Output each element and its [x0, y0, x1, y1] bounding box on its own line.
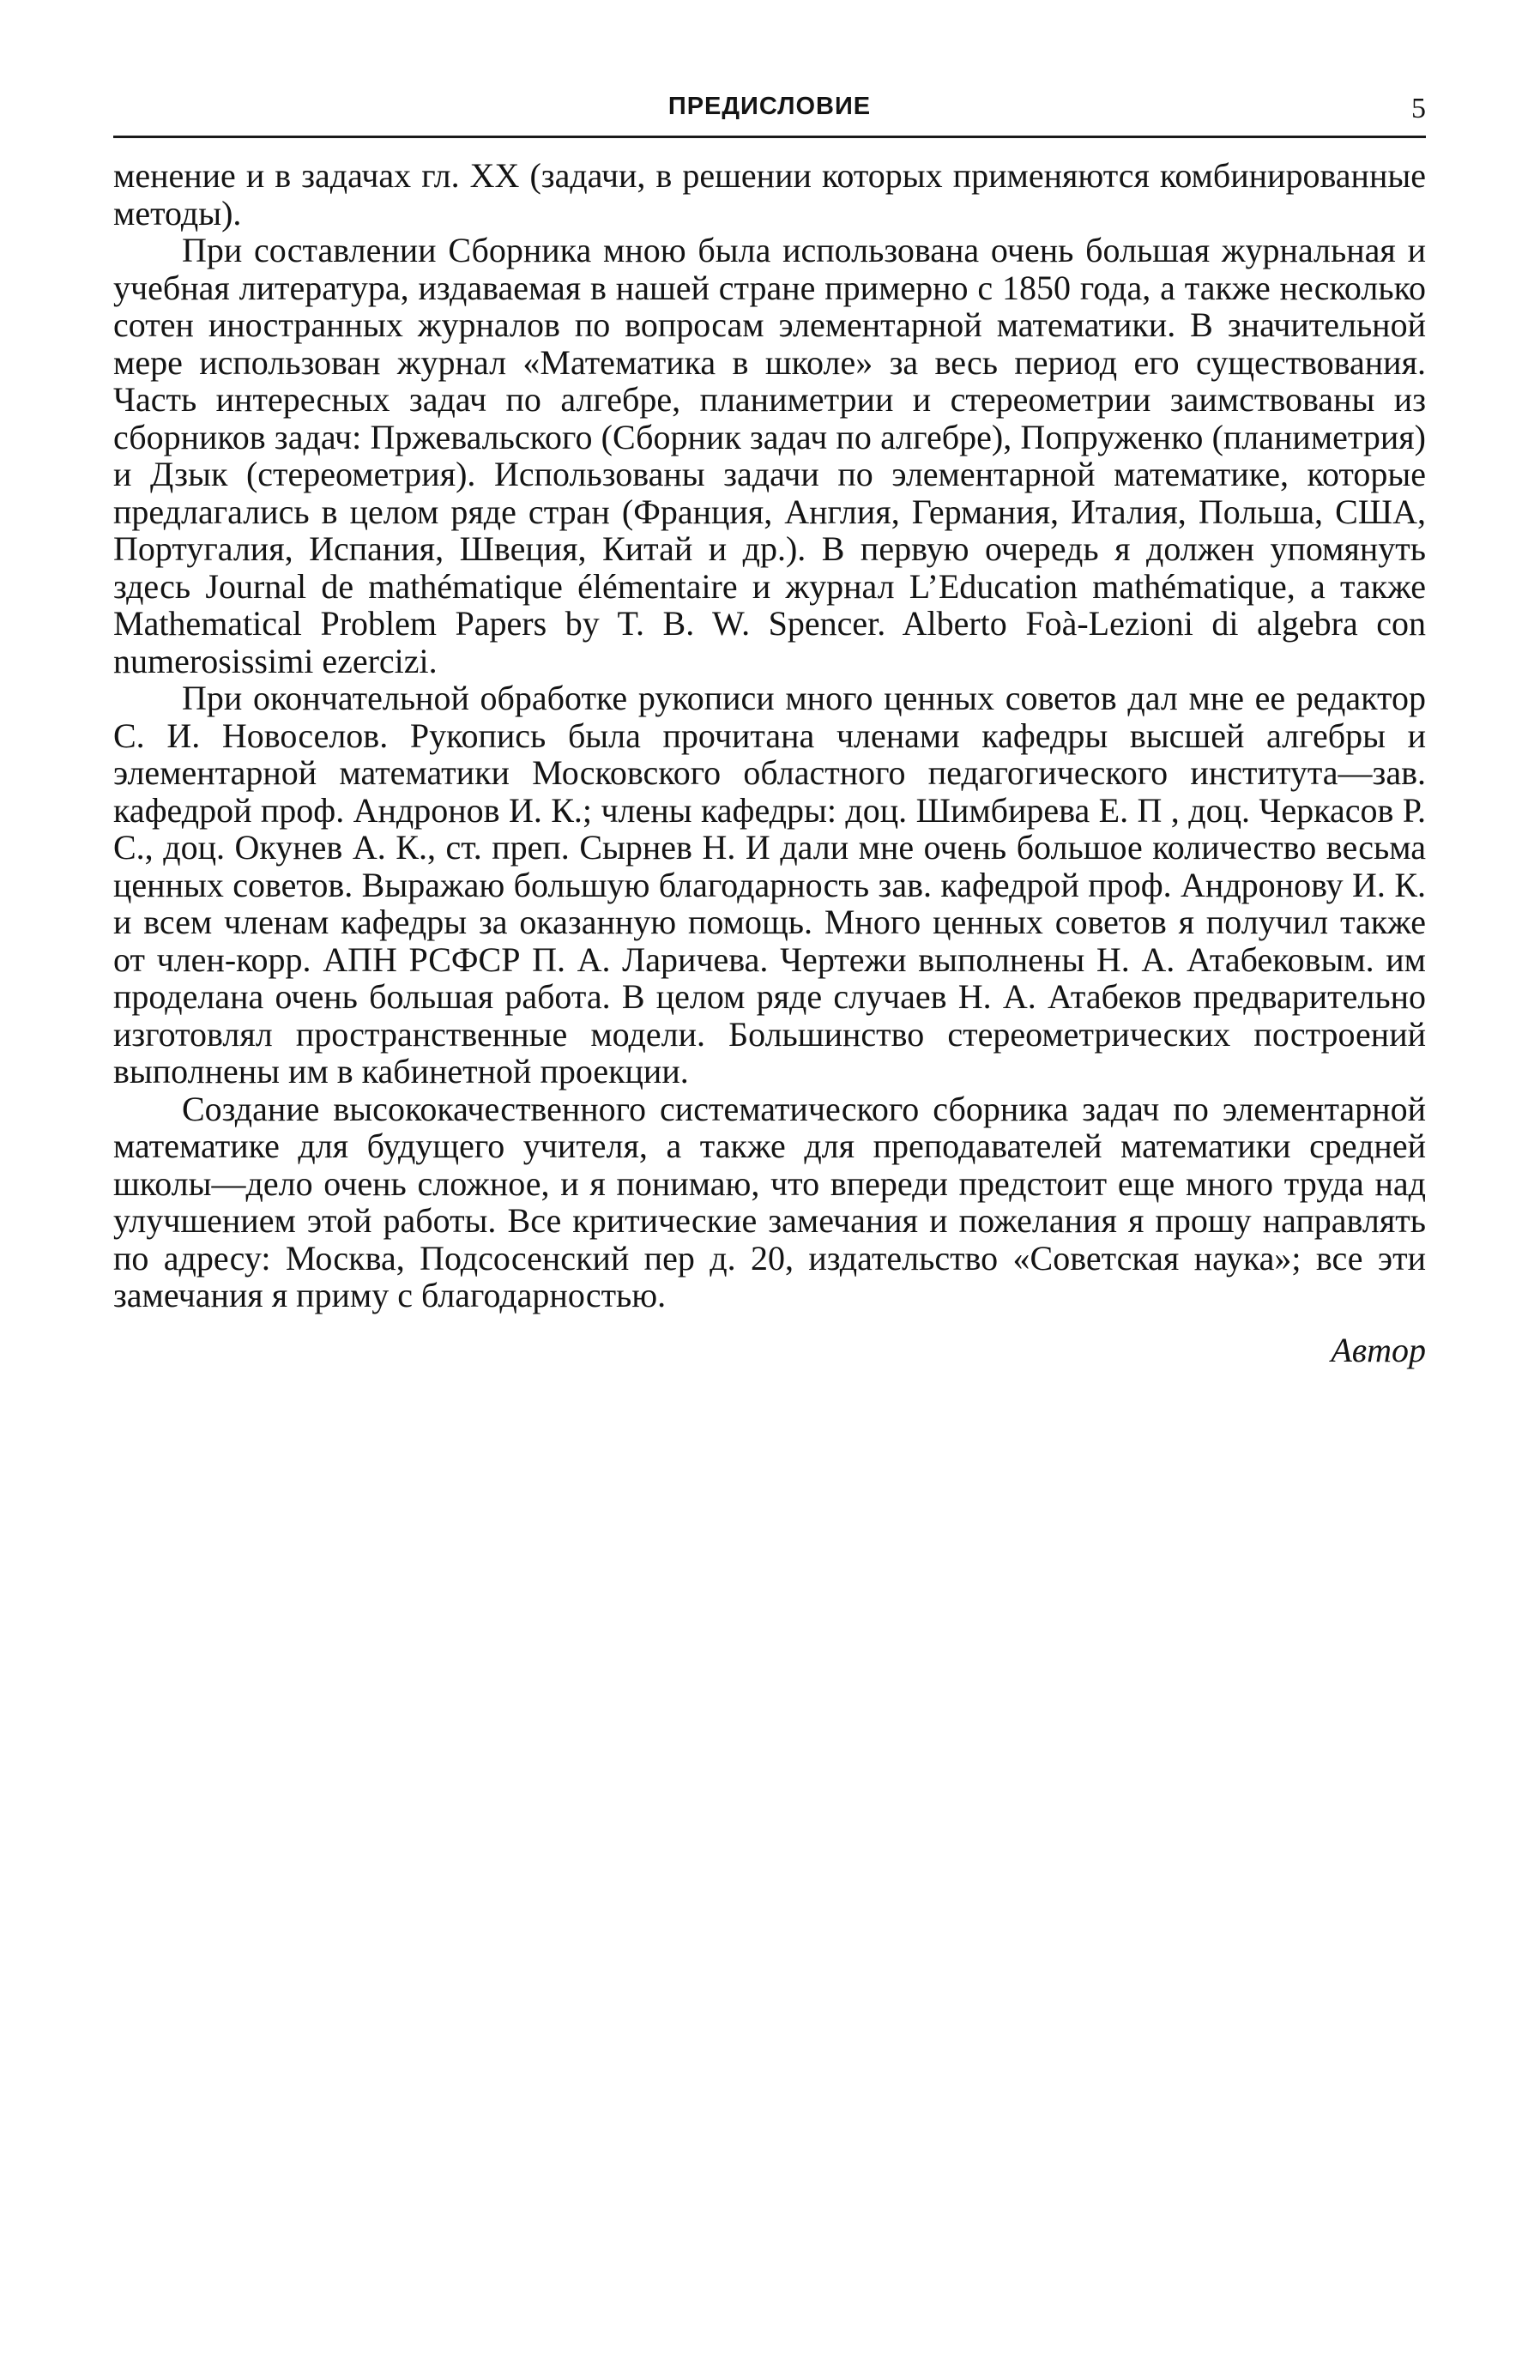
book-page — [113, 86, 1426, 1370]
running-header — [113, 86, 1426, 138]
paragraph-sources: При составлении Сборника мною была использована очень большая журнальная и учебная литература, издаваемая в нашей стране примерно с 1850 года, а также несколько сотен иностранных журналов по вопросам элементарной математики. В значительной мере использован журнал «Математика в школе» за весь период его существования. Часть интересных задач по алгебре, планиметрии и стереометрии заимствованы из сборников задач: Пржевальского (Сборник задач по алгебре), Попруженко (планиметрия) и Дзык (стереометрия). Использованы задачи по элементарной математике, которые предлагались в целом ряде стран (Франция, Англия, Германия, Италия, Польша, США, Португалия, Испания, Швеция, Китай и др.). В первую очередь я должен упомянуть здесь Journal de mathématique élémentaire и журнал L’Education mathématique, а также Mathematical Problem Papers by T. B. W. Spencer. Alberto Foà-Lezioni di algebra con numerosissimi ezercizi. — [113, 231, 1426, 680]
paragraph-feedback-request: Создание высококачественного систематического сборника задач по элементарной математике для будущего учителя, а также для преподавателей математики средней школы—дело очень сложное, и я понимаю, что впереди предстоит еще много труда над улучшением этой работы. Все критические замечания и пожелания я прошу направлять по адресу: Москва, Подсосенский пер д. 20, издательство «Советская наука»; все эти замечания я приму с благодарностью. — [113, 1089, 1426, 1314]
paragraph-continuation: менение и в задачах гл. XX (задачи, в решении которых применяются комбинированные методы). — [113, 156, 1426, 233]
chapter-title: ПРЕДИСЛОВИЕ — [667, 93, 872, 120]
author-signature: Автор — [1331, 1330, 1426, 1369]
page-number: 5 — [1411, 93, 1426, 124]
body-text — [113, 157, 1426, 1314]
paragraph-acknowledgements: При окончательной обработке рукописи много ценных советов дал мне ее редактор С. И. Новоселов. Рукопись была прочитана членами кафедры высшей алгебры и элементарной математики Московского областного педагогического института—зав. кафедрой проф. Андронов И. К.; члены кафедры: доц. Шимбирева Е. П , доц. Черкасов Р. С., доц. Окунев А. К., ст. преп. Сырнев Н. И дали мне очень большое количество весьма ценных советов. Выражаю большую благодарность зав. кафедрой проф. Андронову И. К. и всем членам кафедры за оказанную помощь. Много ценных советов я получил также от член-корр. АПН РСФСР П. А. Ларичева. Чертежи выполнены Н. А. Атабековым. им проделана очень большая работа. В целом ряде случаев Н. А. Атабеков предварительно изготовлял пространственные модели. Большинство стереометрических построений выполнены им в кабинетной проекции. — [113, 679, 1426, 1090]
